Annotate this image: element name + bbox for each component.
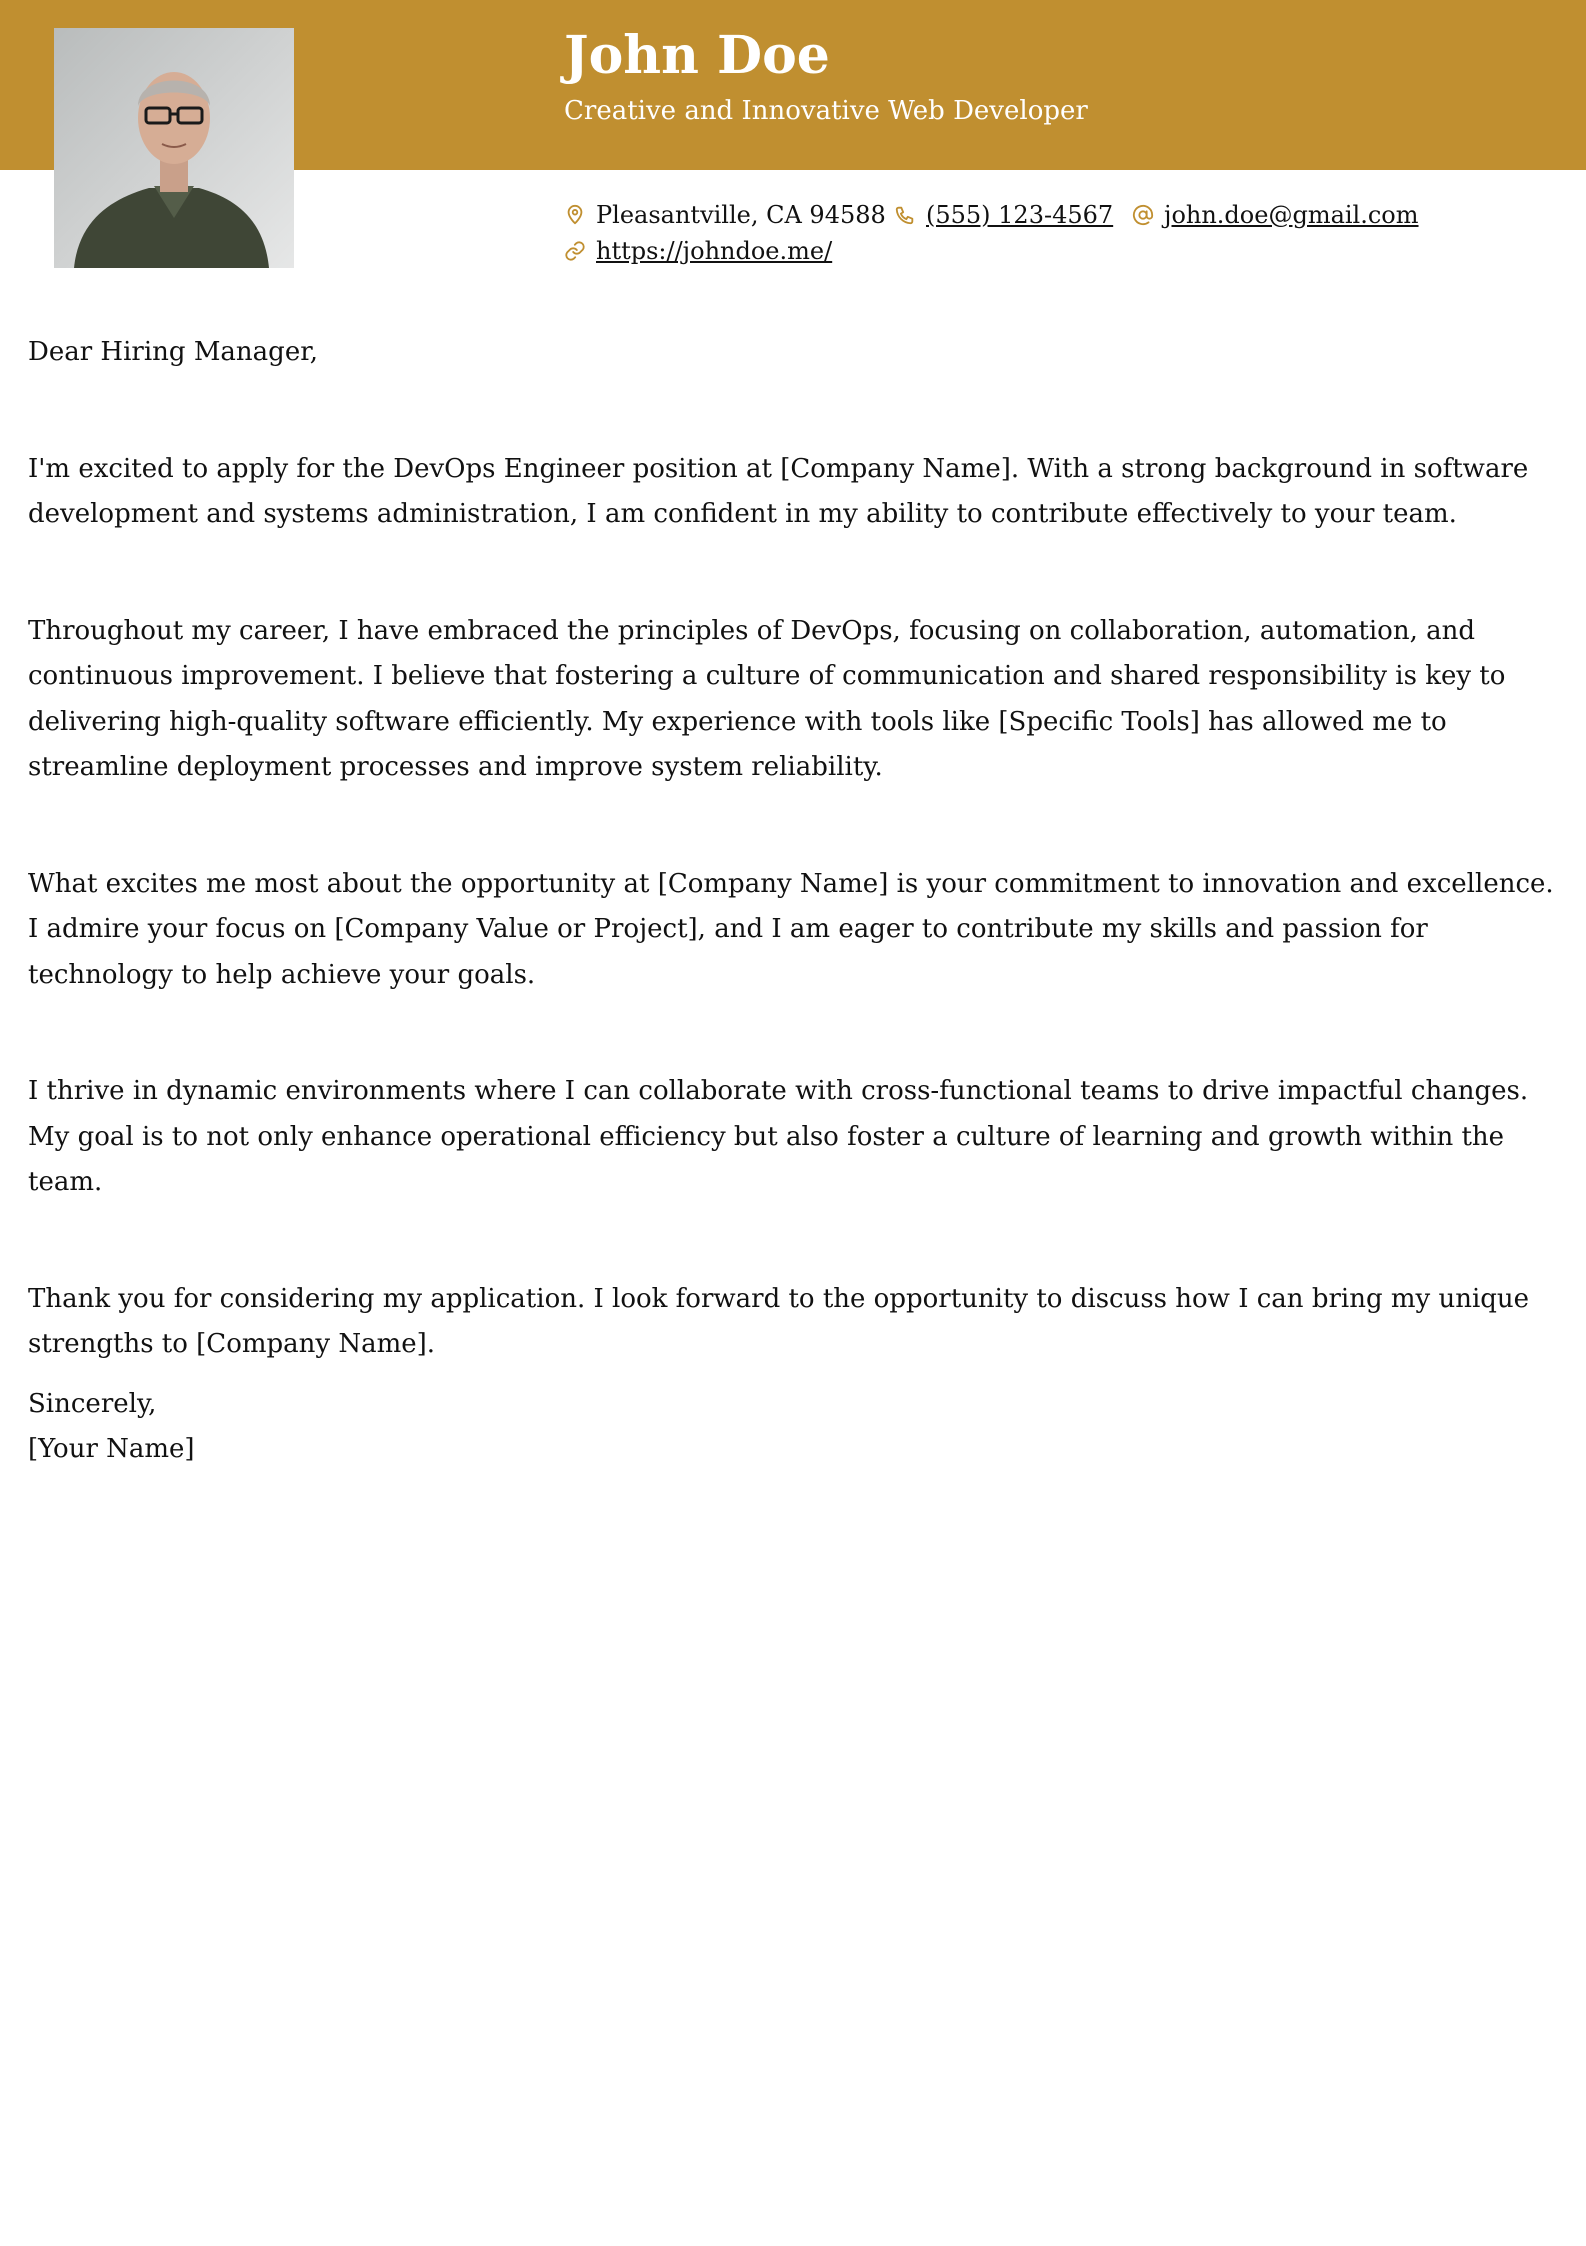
paragraph-1: I'm excited to apply for the DevOps Engineer position at [Company Name]. With a strong background in software development and systems administration, I am confident in my ability to contribute effectively to your team. [28, 453, 1529, 529]
contact-phone[interactable] [894, 199, 1113, 231]
paragraph-5: Thank you for considering my application. I look forward to the opportunity to discuss how I can bring my unique strengths to [Company Name]. [28, 1283, 1530, 1359]
signature: [Your Name] [28, 1434, 195, 1464]
website-link[interactable]: https://johndoe.me/ [596, 237, 833, 265]
paragraph-3: What excites me most about the opportunity at [Company Name] is your commitment to innovation and excellence. I admire your focus on [Company Value or Project], and I am eager to contribute my skills and passion for technology to help achieve your goals. [28, 868, 1554, 990]
paragraph-4: I thrive in dynamic environments where I can collaborate with cross-functional teams to drive impactful changes. My goal is to not only enhance operational efficiency but also foster a culture of learning and growth within the team. [28, 1076, 1529, 1197]
location-text: Pleasantville, CA 94588 [596, 201, 886, 229]
closing [28, 1382, 1568, 1473]
applicant-title: Creative and Innovative Web Developer [564, 96, 1088, 126]
contact-email[interactable] [1132, 199, 1419, 231]
paragraph-2: Throughout my career, I have embraced the principles of DevOps, focusing on collaboration, automation, and continuous improvement. I believe that fostering a culture of communication and shared responsibility is key to delivering high-quality software efficiently. My experience with tools like [Specific Tools] has allowed me to streamline deployment processes and improve system reliability. [28, 615, 1506, 782]
greeting: Dear Hiring Manager, [28, 337, 319, 367]
link-icon [564, 240, 586, 262]
at-sign-icon [1132, 204, 1154, 226]
email-link[interactable]: john.doe@gmail.com [1164, 201, 1419, 229]
sign-off: Sincerely, [28, 1388, 157, 1419]
phone-link[interactable]: (555) 123-4567 [926, 201, 1114, 229]
contact-location [564, 199, 886, 231]
map-pin-icon [564, 204, 586, 226]
profile-photo [54, 28, 294, 268]
applicant-name: John Doe [564, 25, 830, 86]
contact-website[interactable] [564, 235, 832, 267]
phone-icon [894, 204, 916, 226]
letter-body [28, 330, 1568, 1473]
